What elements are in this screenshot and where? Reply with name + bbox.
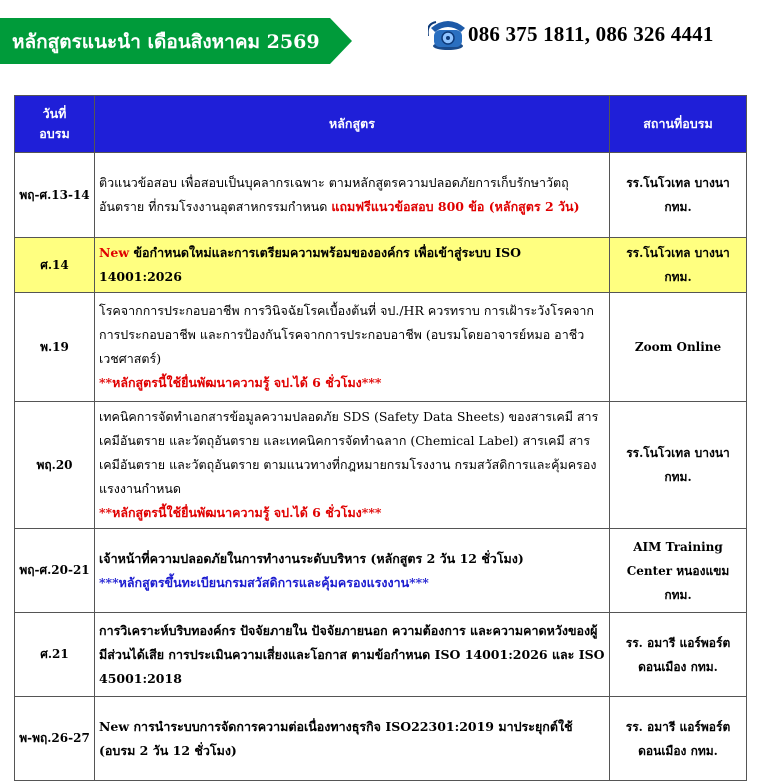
table-row xyxy=(15,613,747,697)
table-row xyxy=(15,697,747,781)
row-date: พฤ-ศ.13-14 xyxy=(15,153,95,238)
row-date: ศ.21 xyxy=(15,613,95,697)
table-row xyxy=(15,402,747,529)
row-venue: รร. อมารี แอร์พอร์ต ดอนเมือง กทม. xyxy=(610,613,747,697)
row-venue: AIM Training Center หนองแขม กทม. xyxy=(610,529,747,613)
row-course xyxy=(95,697,610,781)
header-course: หลักสูตร xyxy=(95,96,610,153)
row-course xyxy=(95,529,610,613)
header-date: วันที่ อบรม xyxy=(15,96,95,153)
title-banner xyxy=(0,18,352,64)
course-title: เจ้าหน้าที่ความปลอดภัยในการทำงานระดับบริหาร (หลักสูตร 2 วัน 12 ชั่วโมง) xyxy=(99,550,524,566)
row-course xyxy=(95,293,610,402)
table-row xyxy=(15,293,747,402)
course-title: เทคนิคการจัดทำเอกสารข้อมูลความปลอดภัย SDS (Safety Data Sheets) ของสารเคมี สารเคมีอันตราย และวัตถุอันตราย และเทคนิคการจัดทำฉลาก (Chemical Label) สารเคมี สารเคมีอันตราย และวัตถุอันตราย ตามแนวทางที่กฎหมายกรมโรงงาน กรมสวัสดิการและคุ้มครองแรงงานกำหนด xyxy=(99,409,599,496)
course-title: การวิเคราะห์บริบทองค์กร ปัจจัยภายใน ปัจจัยภายนอก ความต้องการ และความคาดหวังของผู้มีส่วนได้เสีย การประเมินความเสี่ยงและโอกาส ตามข้อกำหนด ISO 14001:2026 และ ISO 45001:2018 xyxy=(99,622,605,686)
new-badge: New xyxy=(99,245,130,260)
row-course xyxy=(95,613,610,697)
course-title: New การนำระบบการจัดการความต่อเนื่องทางธุรกิจ ISO22301:2019 มาประยุกต์ใช้ (อบรม 2 วัน 12 ชั่วโมง) xyxy=(99,718,573,758)
course-note: ***หลักสูตรขึ้นทะเบียนกรมสวัสดิการและคุ้มครองแรงงาน*** xyxy=(99,574,429,590)
contact-phones xyxy=(428,14,714,54)
row-date: พฤ-ศ.20-21 xyxy=(15,529,95,613)
course-note: แถมฟรีแนวข้อสอบ 800 ข้อ (หลักสูตร 2 วัน) xyxy=(331,199,580,214)
row-venue: รร. อมารี แอร์พอร์ต ดอนเมือง กทม. xyxy=(610,697,747,781)
row-date: พ.19 xyxy=(15,293,95,402)
course-title: ข้อกำหนดใหม่และการเตรียมความพร้อมขององค์กร เพื่อเข้าสู่ระบบ ISO 14001:2026 xyxy=(99,245,522,284)
row-venue: รร.โนโวเทล บางนา กทม. xyxy=(610,153,747,238)
telephone-icon xyxy=(428,16,468,52)
course-note: **หลักสูตรนี้ใช้ยื่นพัฒนาความรู้ จป.ได้ 6 ชั่วโมง*** xyxy=(99,375,382,390)
row-course xyxy=(95,402,610,529)
phone-numbers: 086 375 1811, 086 326 4441 xyxy=(468,21,714,46)
row-date: พฤ.20 xyxy=(15,402,95,529)
course-title: ติวแนวข้อสอบ เพื่อสอบเป็นบุคลากรเฉพาะ ตามหลักสูตรความปลอดภัยการเก็บรักษาวัตถุอันตราย ที่กรมโรงงานอุตสาหกรรมกำหนด xyxy=(99,175,569,214)
table-header-row xyxy=(15,96,747,153)
table-row xyxy=(15,153,747,238)
course-title: โรคจากการประกอบอาชีพ การวินิจฉัยโรคเบื้องต้นที่ จป./HR ควรทราบ การเฝ้าระวังโรคจากการประกอบอาชีพ และการป้องกันโรคจากการประกอบอาชีพ (อบรมโดยอาจารย์หมอ อาชีวเวชศาสตร์) xyxy=(99,303,594,366)
course-schedule-table xyxy=(14,95,747,781)
row-course xyxy=(95,238,610,293)
row-venue: รร.โนโวเทล บางนา กทม. xyxy=(610,238,747,293)
row-venue: รร.โนโวเทล บางนา กทม. xyxy=(610,402,747,529)
header-venue: สถานที่อบรม xyxy=(610,96,747,153)
table-row xyxy=(15,529,747,613)
row-date: ศ.14 xyxy=(15,238,95,293)
row-course xyxy=(95,153,610,238)
row-date: พ-พฤ.26-27 xyxy=(15,697,95,781)
row-venue: Zoom Online xyxy=(610,293,747,402)
table-row xyxy=(15,238,747,293)
course-note: **หลักสูตรนี้ใช้ยื่นพัฒนาความรู้ จป.ได้ 6 ชั่วโมง*** xyxy=(99,505,382,520)
banner-title: หลักสูตรแนะนำ เดือนสิงหาคม 2569 xyxy=(12,31,320,53)
